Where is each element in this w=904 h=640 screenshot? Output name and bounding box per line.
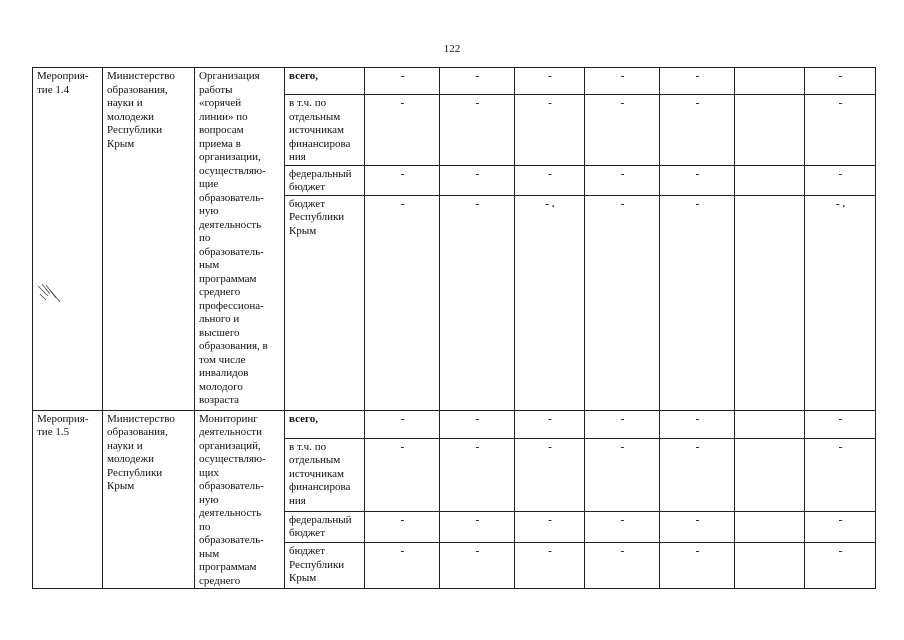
value-cell: - xyxy=(515,511,585,542)
value-cell xyxy=(735,543,805,589)
value-cell: - xyxy=(365,195,440,410)
value-cell xyxy=(735,438,805,511)
value-cell xyxy=(735,165,805,195)
value-cell: - xyxy=(365,68,440,95)
funding-source-cell: бюджет Республики Крым xyxy=(285,543,365,589)
value-cell: - xyxy=(585,511,660,542)
value-cell: - . xyxy=(515,195,585,410)
value-cell: - xyxy=(585,543,660,589)
value-cell: - xyxy=(660,410,735,438)
value-cell: - xyxy=(440,195,515,410)
value-cell xyxy=(735,95,805,166)
value-cell xyxy=(735,511,805,542)
value-cell: - xyxy=(440,438,515,511)
value-cell: - xyxy=(440,410,515,438)
value-cell: - xyxy=(515,438,585,511)
value-cell xyxy=(735,68,805,95)
value-cell: - xyxy=(515,95,585,166)
funding-source-cell: всего, xyxy=(285,410,365,438)
description-cell: Мониторинг деятельности организаций, осуществляю- щих образователь- ную деятельность по образователь- ным программам среднего xyxy=(195,410,285,589)
value-cell: - xyxy=(660,195,735,410)
value-cell: - xyxy=(585,68,660,95)
funding-source-cell: в т.ч. по отдельным источникам финансирова ния xyxy=(285,95,365,166)
funding-source-cell: всего, xyxy=(285,68,365,95)
value-cell: - xyxy=(515,410,585,438)
funding-source-cell: федеральный бюджет xyxy=(285,165,365,195)
value-cell: - xyxy=(365,165,440,195)
value-cell: - xyxy=(365,410,440,438)
value-cell: - xyxy=(660,95,735,166)
funding-table xyxy=(32,67,876,589)
funding-source-cell: федеральный бюджет xyxy=(285,511,365,542)
handwritten-mark xyxy=(36,282,62,304)
value-cell: - xyxy=(515,68,585,95)
value-cell xyxy=(735,410,805,438)
value-cell: - xyxy=(660,511,735,542)
value-cell: - xyxy=(585,195,660,410)
value-cell: - xyxy=(805,95,876,166)
value-cell: - xyxy=(585,95,660,166)
value-cell: - xyxy=(440,68,515,95)
value-cell: - xyxy=(805,543,876,589)
value-cell: - xyxy=(365,438,440,511)
value-cell: - xyxy=(805,165,876,195)
executor-cell: Министерство образования, науки и молодежи Республики Крым xyxy=(103,410,195,589)
value-cell: - xyxy=(515,543,585,589)
value-cell: - xyxy=(365,543,440,589)
value-cell: - xyxy=(440,165,515,195)
value-cell: - xyxy=(365,95,440,166)
activity-id-cell: Мероприя- тие 1.4 xyxy=(33,68,103,411)
value-cell: - xyxy=(585,165,660,195)
activity-id-cell: Мероприя- тие 1.5 xyxy=(33,410,103,589)
executor-cell: Министерство образования, науки и молодежи Республики Крым xyxy=(103,68,195,411)
value-cell: - xyxy=(365,511,440,542)
value-cell: - . xyxy=(805,195,876,410)
value-cell: - xyxy=(660,165,735,195)
value-cell xyxy=(735,195,805,410)
funding-source-cell: в т.ч. по отдельным источникам финансирова ния xyxy=(285,438,365,511)
value-cell: - xyxy=(585,410,660,438)
value-cell: - xyxy=(805,511,876,542)
value-cell: - xyxy=(440,511,515,542)
description-cell: Организация работы «горячей линии» по вопросам приема в организации, осуществляю- щие образователь- ную деятельность по образователь- ным программам среднего профессиона- льного и высшего образования, в том числе инвалидов молодого возраста xyxy=(195,68,285,411)
table-row xyxy=(33,410,876,438)
value-cell: - xyxy=(660,543,735,589)
value-cell: - xyxy=(805,68,876,95)
funding-source-cell: бюджет Республики Крым xyxy=(285,195,365,410)
value-cell: - xyxy=(805,410,876,438)
value-cell: - xyxy=(585,438,660,511)
value-cell: - xyxy=(440,95,515,166)
value-cell: - xyxy=(660,438,735,511)
value-cell: - xyxy=(440,543,515,589)
value-cell: - xyxy=(515,165,585,195)
value-cell: - xyxy=(660,68,735,95)
value-cell: - xyxy=(805,438,876,511)
table-row xyxy=(33,68,876,95)
page-number: 122 xyxy=(443,43,461,55)
